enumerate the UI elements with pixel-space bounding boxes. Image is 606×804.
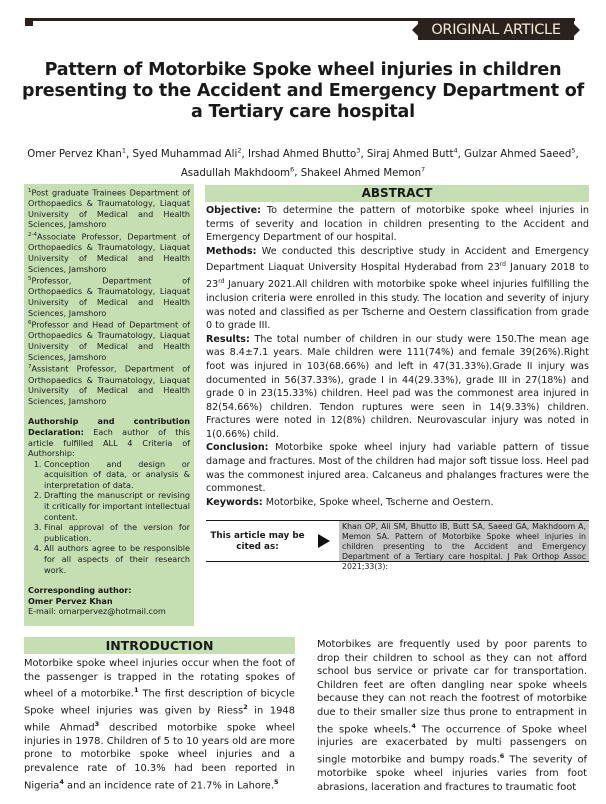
citation-label: This article may be cited as: xyxy=(210,531,305,552)
author: Irshad Ahmed Bhutto$^3$ xyxy=(247,147,361,161)
author: Shakeel Ahmed Memon$^7$ xyxy=(300,165,426,179)
article-type-badge: ORIGINAL ARTICLE xyxy=(418,20,574,40)
authorship-declaration: Authorship and contribution Declaration: Each author of this article fulfilled ALL 4 Criteria of Authorship: xyxy=(28,416,190,459)
affiliation: $^1$Post graduate Trainees Department of Orthopaedics & Traumatology, Liaquat University of Medical and Health Sciences, Jamshoro xyxy=(28,187,190,230)
author-list: Omer Pervez Khan$^1$, Syed Muhammad Ali$^2$, Irshad Ahmed Bhutto$^3$, Siraj Ahmed Butt$^4$, Gulzar Ahmed Saeed$^5$, Asadullah Makhdoom$^6$, Shakeel Ahmed Memon$^7$ xyxy=(27,147,579,179)
introduction-heading: INTRODUCTION xyxy=(24,637,295,654)
criteria-item: 4. All authors agree to be responsible for all aspects of their research work. xyxy=(44,543,190,575)
introduction-paragraph-1: Motorbike spoke wheel injuries occur when the foot of the passenger is trapped in the rotating spokes of wheel of a motorbike.$^1$ The first description of bicycle Spoke wheel injuries was given by Riess$^2$ in 1948 while Ahmad$^3$ described motorbike spoke wheel injuries in 1978. Children of 5 to 10 years old are more prone to motorbike spoke wheel injuries and a prevalence rate of 10.3% had been reported in Nigeria$^4$ and an incidence rate of 21.7% in Lahore.$^5$ xyxy=(24,658,295,791)
author: Syed Muhammad Ali$^2$ xyxy=(132,147,242,161)
authorship-criteria-list xyxy=(28,459,190,576)
article-title: Pattern of Motorbike Spoke wheel injuries in children presenting to the Accident and Emergency Department of a Tertiary care hospital xyxy=(22,60,584,122)
abstract-body xyxy=(206,204,589,509)
abstract-conclusion: Conclusion: Motorbike spoke wheel injury had variable pattern of tissue damage and fractures. Most of the children had major soft tissue loss. Heel pad was the commonest injured area. Calcaneus and phalanges fractures were the commonest. xyxy=(206,442,589,495)
affiliations-sidebar xyxy=(24,184,194,626)
criteria-item: 2. Drafting the manuscript or revising it critically for important intellectual content. xyxy=(44,490,190,522)
citation-text: Khan OP, Ali SM, Bhutto IB, Butt SA, Saeed GA, Makhdoom A, Memon SA. Pattern of Motorbike Spoke wheel injuries in children presenting to the Accident and Emergency Department of a Tertiary care hospital. J Pak Orthop Assoc 2021;33(3): xyxy=(339,521,589,561)
arrow-right-icon xyxy=(309,521,339,561)
corresponding-author-label: Corresponding author: xyxy=(28,585,132,596)
affiliation: $^{2-4}$Associate Professor, Department of Orthopaedics & Traumatology, Liaquat University of Medical and Health Sciences, Jamshoro xyxy=(28,231,190,274)
author: Gulzar Ahmed Saeed$^5$ xyxy=(464,147,576,161)
corresponding-author-name: Omer Pervez Khan xyxy=(28,595,113,606)
abstract-results: Results: The total number of children in our study were 150.The mean age was 8.4±7.1 years. Male children were 111(74%) and female 39(26%).Right foot was injured in 103(68.66%) and left in 47(31.33%).Grade II injury was documented in 56(37.33%), grade I in 44(29.33%), grade III in 27(18%) and grade 0 in 23(15.33%) children. Heel pad was the commonest area injured in 82(54.66%) children. Tendon ruptures were seen in 14(9.33%) children. Fractures were noted in 12(8%) children. Neurovascular injury was noted in 1(0.66%) child. xyxy=(206,333,589,440)
author: Asadullah Makhdoom$^6$ xyxy=(180,165,295,179)
affiliation: $^5$Professor, Department of Orthopaedics & Traumatology, Liaquat University of Medical and Health Sciences, Jamshoro xyxy=(28,275,190,318)
abstract-objective: Objective: To determine the pattern of motorbike spoke wheel injuries in terms of severity and location in children presenting to the Accident and Emergency Department of our hospital. xyxy=(206,205,589,244)
header-rule-stub xyxy=(25,18,33,26)
affiliation: $^7$Assistant Professor, Department of Orthopaedics & Traumatology, Liaquat University of Medical and Health Sciences, Jamshoro xyxy=(28,363,190,406)
introduction-paragraph-2: Motorbikes are frequently used by poor parents to drop their children to school as they can not afford school bus service or private car for transportation. Children feet are often dangling near spoke wheels because they can not reach the footrest of motorbike due to their smaller size thus prone to entrapment in the spoke wheels.$^4$ The occurrence of Spoke wheel injuries are exacerbated by multi passengers on single motorbike and bumpy roads.$^6$ The severity of motorbike spoke wheel injuries varies from foot abrasions, laceration and fractures to traumatic foot xyxy=(317,639,587,793)
abstract-heading: ABSTRACT xyxy=(205,185,589,202)
abstract-keywords: Keywords: Motorbike, Spoke wheel, Tscherne and Oestern. xyxy=(206,496,494,508)
criteria-item: 3. Final approval of the version for publication. xyxy=(44,522,190,543)
affiliation: $^6$Professor and Head of Department of Orthopaedics & Traumatology, Liaquat University of Medical and Health Sciences, Jamshoro xyxy=(28,319,190,362)
corresponding-author-email[interactable]: E-mail: omarpervez@hotmail.com xyxy=(28,606,166,617)
criteria-item: 1. Conception and design or acquisition of data, or analysis & interpretation of data. xyxy=(44,459,190,491)
author: Siraj Ahmed Butt$^4$ xyxy=(366,147,458,161)
author: Omer Pervez Khan$^1$ xyxy=(27,147,126,161)
citation-box xyxy=(206,520,589,571)
abstract-methods: Methods: We conducted this descriptive study in Accident and Emergency Department Liaquat University Hospital Hyderabad from 23rd January 2018 to 23rd January 2021.All children with motorbike spoke wheel injuries fulfilling the inclusion criteria were enrolled in this study. The location and severity of injury was noted and classified as per Tscherne and Oestern classification from grade 0 to grade III. xyxy=(206,245,589,332)
